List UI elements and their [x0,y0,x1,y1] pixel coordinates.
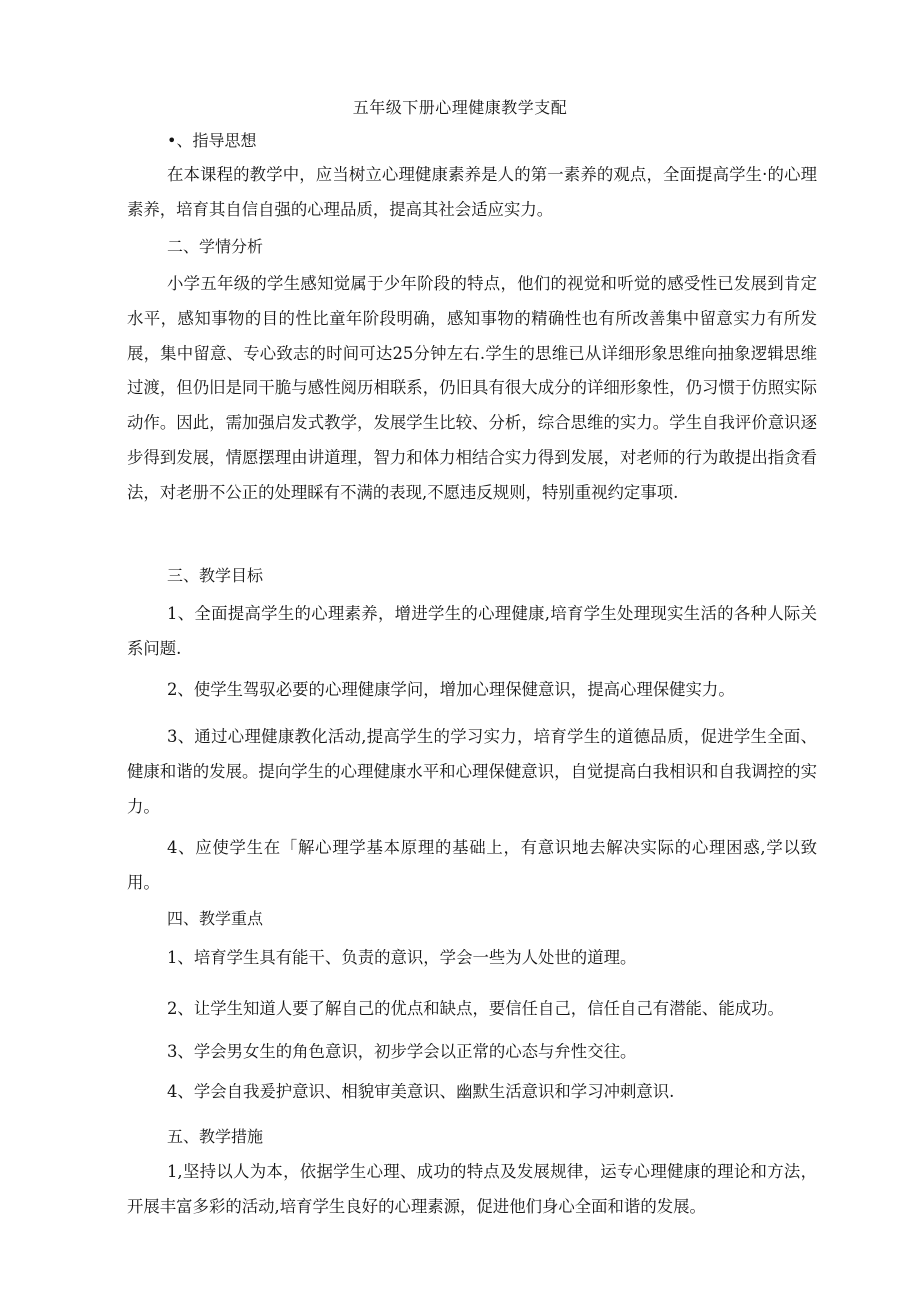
paragraph-goal-1: 1、全面提高学生的心理素养，增进学生的心理健康,培育学生处理现实生活的各种人际关系问题. [127,604,817,658]
paragraph-guiding-ideology: 在本课程的教学中，应当树立心理健康素养是人的第一素养的观点，全面提高学生·的心理素养，培育其自信自强的心理品质，提高其社会适应实力。 [127,165,817,219]
section-heading-key-points: 四、教学重点 [167,909,264,928]
paragraph-key-point-3: 3、学会男女生的角色意识，初步学会以正常的心态与弁性交往。 [167,1042,637,1061]
paragraph-measure-1: 1,坚持以人为本，依据学生心理、成功的特点及发展规律，运专心理健康的理论和方法，开展丰富多彩的活动,培育学生良好的心理素源，促进他们身心全面和谐的发展。 [127,1162,817,1216]
document-title: 五年级下册心理健康教学支配 [352,98,568,117]
paragraph-goal-3: 3、通过心理健康教化活动,提高学生的学习实力，培育学生的道德品质，促进学生全面、健康和谐的发展。提向学生的心理健康水平和心理保健意识，自觉提高白我相识和自我调控的实力。 [127,727,817,816]
paragraph-student-analysis: 小学五年级的学生感知觉属于少年阶段的特点，他们的视觉和听觉的感受性已发展到肯定水平，感知事物的目的性比童年阶段明确，感知事物的精确性也有所改善集中留意实力有所发展，集中留意、专心致志的时间可达25分钟左右.学生的思维已从详细形象思维向抽象逻辑思维过渡，但仍旧是同干脆与感性阅历相联系，仍旧具有很大成分的详细形象性，仍习惯于仿照实际动作。因此，需加强启发式教学，发展学生比较、分析，综合思维的实力。学生自我评价意识逐步得到发展，情愿摆理由讲道理，智力和体力相结合实力得到发展，对老师的行为敢提出指贪看法，对老册不公正的处理睬有不满的表现,不愿违反规则，特别重视约定事项. [127,274,817,502]
paragraph-goal-2: 2、使学生驾驭必要的心理健康学问，增加心理保健意识，提高心理保健实力。 [167,680,735,699]
paragraph-key-point-4: 4、学会自我爰护意识、相貌审美意识、幽默生活意识和学习冲刺意识. [167,1082,675,1101]
section-heading-teaching-measures: 五、教学措施 [167,1127,264,1146]
section-heading-teaching-goals: 三、教学目标 [167,566,264,585]
paragraph-goal-4: 4、应使学生在「解心理学基本原理的基础上，有意识地去解决实际的心理困惑,学以致用。 [127,838,817,892]
paragraph-key-point-1: 1、培育学生具有能干、负责的意识，学会一些为人处世的道理。 [167,948,637,967]
section-heading-student-analysis: 二、学情分析 [167,237,264,256]
section-heading-guiding-ideology: •、指导思想 [167,131,257,150]
paragraph-key-point-2: 2、让学生知道人要了解自己的优点和缺点，要信任自己，信任自己有潜能、能成功。 [167,999,784,1018]
